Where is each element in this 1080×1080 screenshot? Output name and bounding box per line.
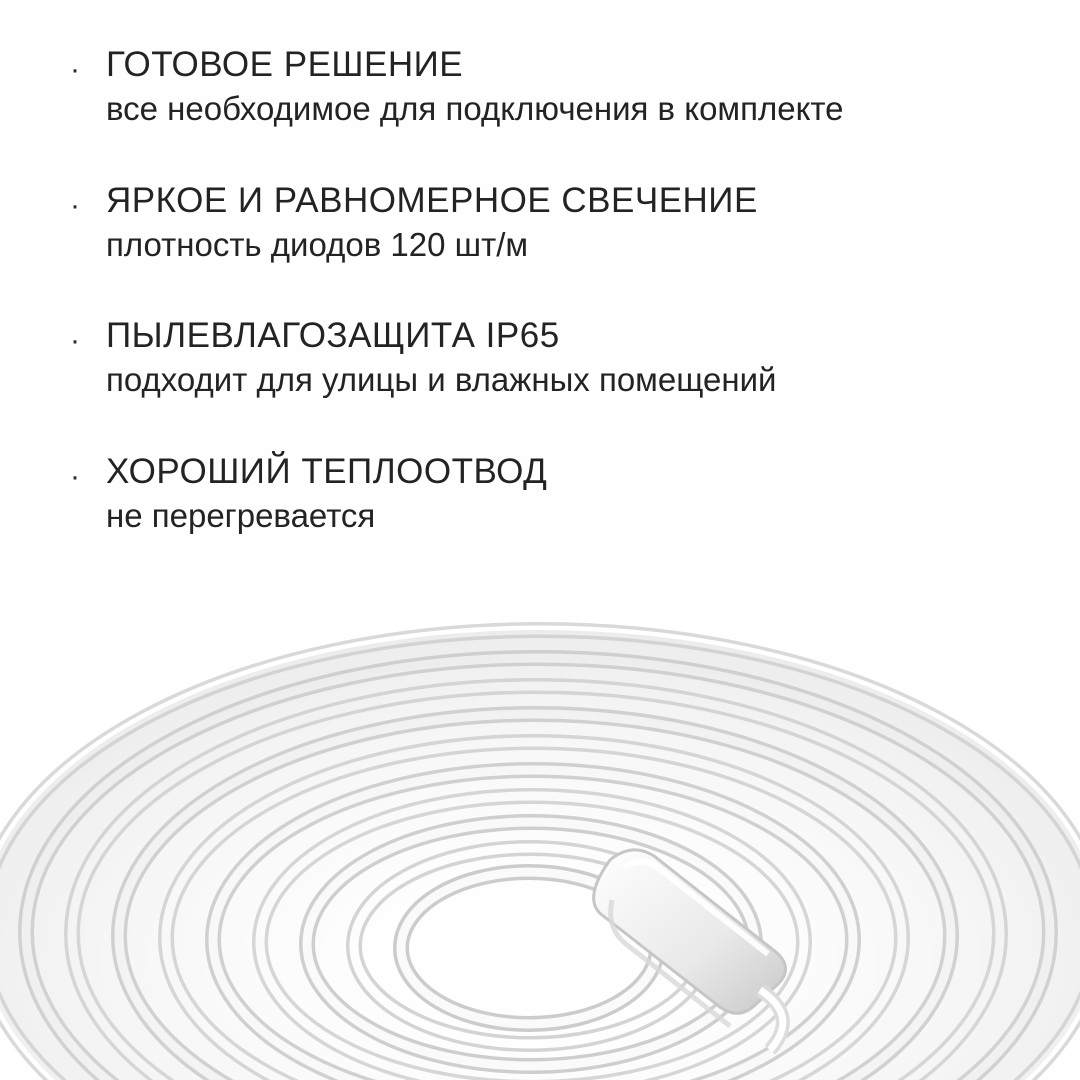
feature-title: ЯРКОЕ И РАВНОМЕРНОЕ СВЕЧЕНИЕ [106,180,758,220]
feature-item [68,44,1048,130]
feature-item [68,451,1048,537]
feature-subtitle: не перегревается [106,496,376,534]
bullet-icon: · [70,188,80,222]
feature-list [68,44,1048,586]
feature-title: ПЫЛЕВЛАГОЗАЩИТА IP65 [106,316,560,356]
bullet-icon: · [70,324,80,358]
feature-text-block [106,315,1048,401]
feature-title: ХОРОШИЙ ТЕПЛООТВОД [106,451,548,491]
feature-subtitle: плотность диодов 120 шт/м [106,225,529,263]
product-image [0,600,1080,1080]
feature-title: ГОТОВОЕ РЕШЕНИЕ [106,45,464,84]
feature-text-block [106,180,1048,266]
feature-subtitle: все необходимое для подключения в комплекте [106,90,844,128]
feature-item [68,315,1048,401]
feature-subtitle: подходит для улицы и влажных помещений [106,361,777,399]
feature-text-block [106,451,1048,537]
bullet-icon: · [70,459,80,493]
feature-item [68,180,1048,266]
bullet-icon: · [70,53,80,86]
feature-text-block [106,44,1048,130]
